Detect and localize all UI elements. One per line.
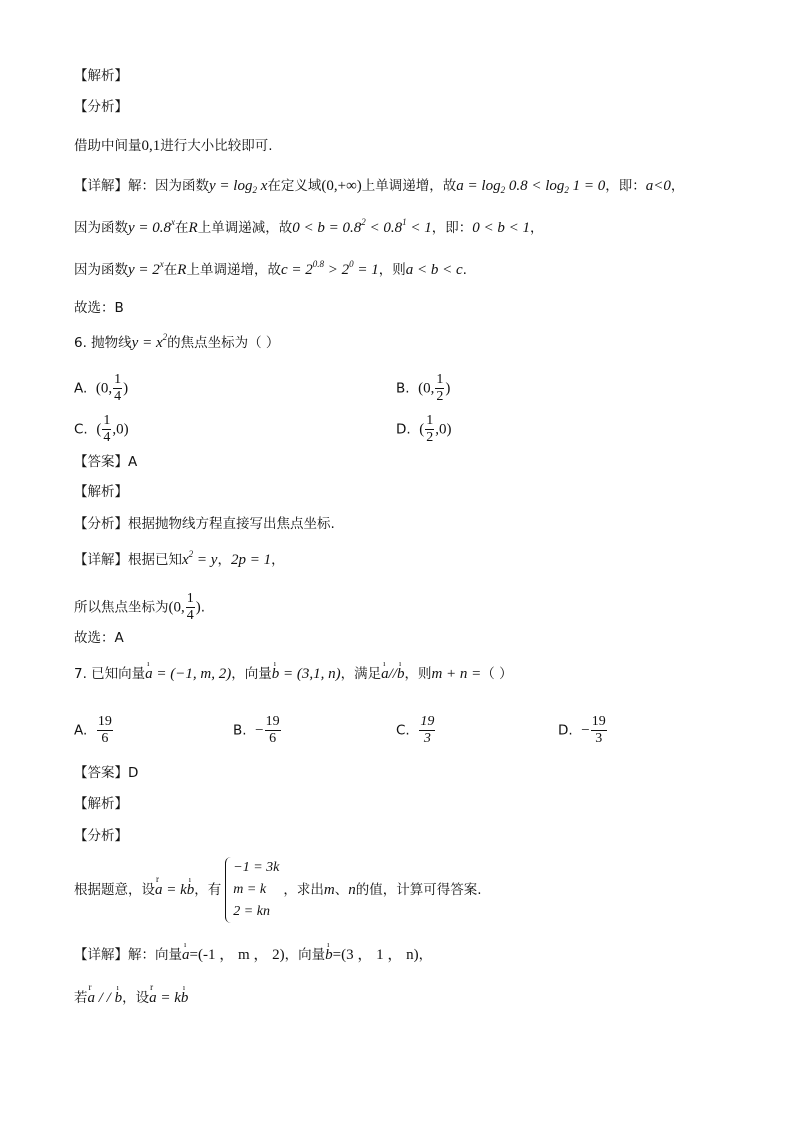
text: 根据已知 bbox=[128, 552, 182, 568]
math-a-value: $a = \log_2 0.8 < \log_2 1 = 0$ bbox=[456, 178, 606, 195]
math-vector-a: ı a = (−1, m, 2) bbox=[145, 666, 231, 682]
text: 的焦点坐标为（ ） bbox=[167, 335, 280, 351]
answer-6: 【答案】A bbox=[74, 454, 138, 470]
option-7b: B. − $\frac{19}{6}$ bbox=[233, 714, 280, 746]
option-7a: A. $\frac{19}{6}$ bbox=[74, 714, 112, 746]
text: 、 bbox=[334, 882, 349, 898]
fraction: $\frac{1}{2}$ bbox=[436, 372, 444, 404]
text: （ ） bbox=[481, 666, 513, 682]
option-7d: D. − $\frac{19}{3}$ bbox=[558, 714, 606, 746]
text: 借助中间量 bbox=[74, 138, 142, 154]
analysis-line: 【分析】根据抛物线方程直接写出焦点坐标. bbox=[74, 516, 335, 532]
text: ，则 bbox=[378, 262, 406, 278]
fraction: $\frac{19}{3}$ bbox=[420, 714, 435, 746]
math-domain: (0,+∞) bbox=[321, 178, 362, 194]
math-2p: 2p = 1 bbox=[230, 552, 272, 568]
text: 上单调递减，故 bbox=[197, 220, 293, 236]
text: 在定义域 bbox=[267, 178, 322, 194]
math-parabola: $y = x^2$ bbox=[131, 332, 168, 351]
fraction: $\frac{19}{6}$ bbox=[265, 714, 280, 746]
text: 根据题意，设 bbox=[74, 882, 155, 898]
text: 在 bbox=[175, 220, 189, 236]
option-6b: B. (0, $\frac{1}{2}$ ) bbox=[396, 372, 451, 404]
fraction: $\frac{19}{6}$ bbox=[97, 714, 112, 746]
text: ，则 bbox=[404, 666, 432, 682]
fraction: $\frac{1}{4}$ bbox=[186, 591, 194, 623]
text: ，满足 bbox=[340, 666, 382, 682]
option-7c: C. $\frac{19}{3}$ bbox=[396, 714, 435, 746]
detail-line-1: 【详解】解：因为函数$y = \log_2 x$在定义域(0,+∞)上单调递增，故$a = \log_2 0.8 < \log_2 1 = 0$，即：a<0， bbox=[74, 178, 685, 195]
option-6d: D. ( $\frac{1}{2}$ ,0) bbox=[396, 413, 452, 445]
math-exp-func: $y = 0.8^x$ bbox=[128, 217, 176, 236]
math-R: R bbox=[177, 262, 187, 278]
detail-tag: 【详解】 bbox=[74, 552, 128, 568]
math-01: 0,1 bbox=[141, 138, 161, 154]
math-b-chain: $0 < b = 0.8^2 < 0.8^1 < 1$ bbox=[292, 217, 432, 236]
text: 因为函数 bbox=[74, 262, 128, 278]
text: ，即： bbox=[431, 220, 473, 236]
text: 进行大小比较即可. bbox=[160, 138, 273, 154]
text: ，向量 bbox=[231, 666, 272, 682]
text: 解：向量 bbox=[128, 947, 182, 963]
math-kb: r a = kı b bbox=[155, 882, 194, 898]
detail-line-6: 【详解】根据已知$x^2 = y$，2p = 1， bbox=[74, 549, 285, 568]
math-R: R bbox=[188, 220, 198, 236]
question-6 bbox=[74, 333, 279, 353]
detail-line-7 bbox=[74, 945, 432, 965]
answer-7: 【答案】D bbox=[74, 765, 139, 781]
text: 在 bbox=[163, 262, 178, 278]
text: ， bbox=[217, 552, 231, 568]
fraction: $\frac{1}{4}$ bbox=[103, 413, 111, 445]
section-label-fenxi: 【分析】 bbox=[74, 99, 128, 115]
math-vector-b: ı b = (3,1, n) bbox=[272, 666, 341, 682]
math-x2-eq-y: $x^2 = y$ bbox=[182, 549, 218, 568]
option-6a: A. (0, $\frac{1}{4}$ ) bbox=[74, 372, 129, 404]
text: ，有 bbox=[194, 882, 222, 898]
detail-line-3: 因为函数$y = 2^x$在R上单调递增，故$c = 2^{0.8} > 2^0 = 1$，则a < b < c. bbox=[74, 259, 467, 278]
text: 上单调递增，故 bbox=[186, 262, 281, 278]
option-6c: C. ( $\frac{1}{4}$ ,0) bbox=[74, 413, 129, 445]
text: 6. 抛物线 bbox=[74, 335, 132, 351]
math-c-chain: $c = 2^{0.8} > 2^0 = 1$ bbox=[280, 259, 379, 278]
math-kb2: r a = kı b bbox=[149, 990, 188, 1006]
analysis-line bbox=[74, 136, 273, 156]
section-label-fenxi: 【分析】 bbox=[74, 828, 128, 844]
section-label-jiexi: 【解析】 bbox=[74, 796, 128, 812]
math-a-result: a<0 bbox=[645, 178, 671, 194]
text: 解：因为函数 bbox=[128, 178, 209, 194]
math-vector-b2: ı b=(3 ， 1 ， n) bbox=[325, 947, 418, 963]
fraction: $\frac{19}{3}$ bbox=[591, 714, 606, 746]
text: 上单调递增，故 bbox=[361, 178, 457, 194]
math-vector-a2: ı a=(-1 ， m ， 2) bbox=[182, 947, 285, 963]
math-exp2-func: $y = 2^x$ bbox=[128, 259, 164, 278]
detail-tag: 【详解】 bbox=[74, 947, 128, 963]
text: ，求出 bbox=[283, 882, 324, 898]
section-label-jiexi: 【解析】 bbox=[74, 68, 128, 84]
fraction: $\frac{1}{4}$ bbox=[114, 372, 122, 404]
text: 若 bbox=[74, 990, 88, 1006]
text: ，即： bbox=[605, 178, 646, 194]
detail-line-8 bbox=[74, 988, 188, 1008]
focus-line: 所以焦点坐标为(0, $\frac{1}{4}$ ). bbox=[74, 591, 206, 623]
section-label-jiexi: 【解析】 bbox=[74, 484, 128, 500]
text: ，设 bbox=[122, 990, 150, 1006]
text: 因为函数 bbox=[74, 220, 128, 236]
math-log-func: $y = \log_2 x$ bbox=[209, 178, 268, 195]
choice-line: 故选：A bbox=[74, 630, 124, 646]
text: ， bbox=[418, 947, 433, 963]
math-b-result: 0 < b < 1 bbox=[472, 220, 530, 236]
math-mn: m + n = bbox=[431, 666, 482, 682]
math-parallel: ı a//ı b bbox=[381, 666, 404, 682]
question-7 bbox=[74, 664, 513, 684]
text: 所以焦点坐标为 bbox=[74, 599, 169, 616]
math-parallel2: r a / / ı b bbox=[88, 990, 123, 1006]
math-abc: a < b < c bbox=[405, 262, 463, 278]
text: 7. 已知向量 bbox=[74, 666, 146, 682]
detail-tag: 【详解】 bbox=[74, 178, 128, 194]
fraction: $\frac{1}{2}$ bbox=[426, 413, 434, 445]
equation-system: −1 = 3k m = k 2 = kn bbox=[225, 857, 279, 923]
text: ，向量 bbox=[284, 947, 326, 963]
detail-line-2: 因为函数$y = 0.8^x$在R上单调递减，故$0 < b = 0.8^2 < 0.8^1 < 1$，即：0 < b < 1， bbox=[74, 217, 544, 236]
text: 的值，计算可得答案. bbox=[355, 882, 482, 898]
choice-line: 故选：B bbox=[74, 300, 124, 316]
analysis-line-7: 根据题意，设r a = kı b，有 −1 = 3k m = k 2 = kn ，求出m、n的值，计算可得答案. bbox=[74, 856, 482, 924]
